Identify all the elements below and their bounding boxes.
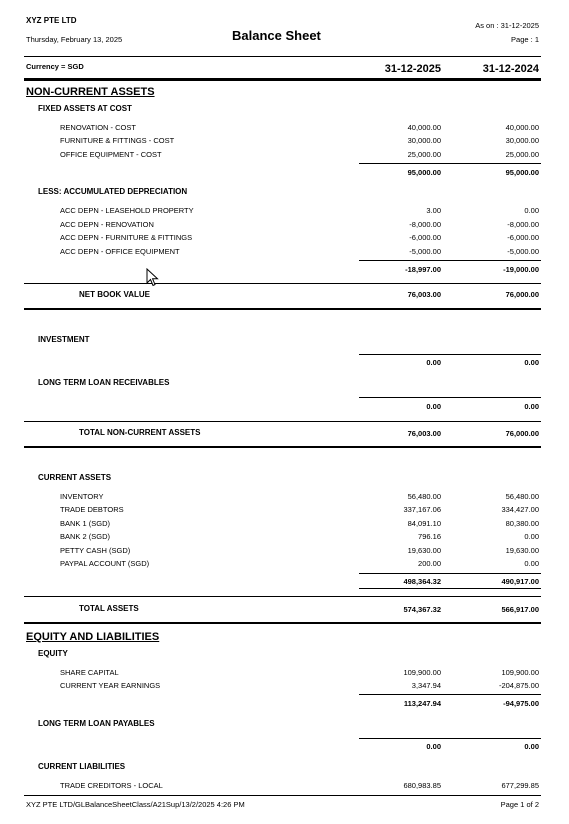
footer-page-count: Page 1 of 2	[500, 800, 539, 809]
header-divider	[24, 56, 541, 57]
subtotal-line	[359, 694, 541, 695]
footer-divider	[24, 795, 541, 796]
loan-receivables-2024: 0.00	[524, 402, 539, 411]
amount-2025: -6,000.00	[409, 233, 441, 242]
account-label: CURRENT YEAR EARNINGS	[60, 681, 161, 690]
amount-2025: 84,091.10	[407, 519, 441, 528]
amount-2024: 0.00	[524, 206, 539, 215]
amount-2024: 30,000.00	[505, 136, 539, 145]
depreciation-heading: LESS: ACCUMULATED DEPRECIATION	[38, 187, 188, 196]
amount-2024: 109,900.00	[501, 668, 539, 677]
account-label: OFFICE EQUIPMENT - COST	[60, 150, 162, 159]
account-label: RENOVATION - COST	[60, 123, 136, 132]
equity-total-2025: 113,247.94	[403, 699, 441, 708]
investment-label: INVESTMENT	[38, 335, 90, 344]
amount-2025: -5,000.00	[409, 247, 441, 256]
account-label: ACC DEPN - OFFICE EQUIPMENT	[60, 247, 180, 256]
subtotal-line	[359, 588, 541, 589]
equity-heading: EQUITY	[38, 649, 68, 658]
section-divider	[24, 622, 541, 624]
currency-label: Currency = SGD	[26, 62, 84, 71]
amount-2024: 0.00	[524, 532, 539, 541]
amount-2024: 0.00	[524, 559, 539, 568]
total-non-current-assets-label: TOTAL NON-CURRENT ASSETS	[79, 428, 201, 437]
section-divider	[24, 446, 541, 448]
report-date: Thursday, February 13, 2025	[26, 35, 123, 44]
footer-report-path: XYZ PTE LTD/GLBalanceSheetClass/A21Sup/13/2/2025 4:26 PM	[26, 800, 245, 809]
column-header-2024: 31-12-2024	[482, 63, 539, 75]
amount-2025: 200.00	[418, 559, 441, 568]
account-label: FURNITURE & FITTINGS - COST	[60, 136, 175, 145]
loan-payables-2024: 0.00	[524, 742, 539, 751]
section-divider	[24, 596, 541, 597]
total-assets-2025: 574,367.32	[403, 605, 441, 614]
total-non-current-assets-2024: 76,000.00	[505, 429, 539, 438]
amount-2025: 40,000.00	[407, 123, 441, 132]
amount-2024: 334,427.00	[501, 505, 539, 514]
amount-2025: 796.16	[418, 532, 441, 541]
amount-2024: 25,000.00	[505, 150, 539, 159]
subtotal-line	[359, 738, 541, 739]
amount-2025: 56,480.00	[407, 492, 441, 501]
account-label: ACC DEPN - RENOVATION	[60, 220, 154, 229]
account-label: PETTY CASH (SGD)	[60, 546, 131, 555]
account-label: ACC DEPN - FURNITURE & FITTINGS	[60, 233, 193, 242]
total-assets-label: TOTAL ASSETS	[79, 604, 139, 613]
page-title: Balance Sheet	[232, 28, 321, 43]
fixed-assets-total-2025: 95,000.00	[407, 168, 441, 177]
investment-2024: 0.00	[524, 358, 539, 367]
current-assets-total-2024: 490,917.00	[501, 577, 539, 586]
section-divider	[24, 421, 541, 422]
loan-payables-2025: 0.00	[426, 742, 441, 751]
account-label: TRADE CREDITORS - LOCAL	[60, 781, 163, 790]
non-current-assets-heading: NON-CURRENT ASSETS	[26, 86, 155, 98]
column-header-divider	[24, 78, 541, 81]
amount-2025: 109,900.00	[403, 668, 441, 677]
current-liabilities-heading: CURRENT LIABILITIES	[38, 762, 126, 771]
amount-2024: -8,000.00	[507, 220, 539, 229]
section-divider	[24, 283, 541, 284]
subtotal-line	[359, 163, 541, 164]
as-on-date: As on : 31-12-2025	[475, 21, 539, 30]
subtotal-line	[359, 260, 541, 261]
account-label: BANK 2 (SGD)	[60, 532, 111, 541]
equity-total-2024: -94,975.00	[503, 699, 539, 708]
amount-2025: -8,000.00	[409, 220, 441, 229]
fixed-assets-total-2024: 95,000.00	[505, 168, 539, 177]
total-assets-2024: 566,917.00	[501, 605, 539, 614]
amount-2024: 677,299.85	[501, 781, 539, 790]
amount-2024: -6,000.00	[507, 233, 539, 242]
amount-2025: 680,983.85	[403, 781, 441, 790]
amount-2025: 25,000.00	[407, 150, 441, 159]
subtotal-line	[359, 397, 541, 398]
account-label: SHARE CAPITAL	[60, 668, 119, 677]
depreciation-total-2025: -18,997.00	[405, 265, 441, 274]
column-header-2025: 31-12-2025	[384, 63, 441, 75]
equity-liabilities-heading: EQUITY AND LIABILITIES	[26, 631, 160, 643]
current-assets-heading: CURRENT ASSETS	[38, 473, 112, 482]
account-label: ACC DEPN - LEASEHOLD PROPERTY	[60, 206, 194, 215]
depreciation-total-2024: -19,000.00	[503, 265, 539, 274]
account-label: BANK 1 (SGD)	[60, 519, 111, 528]
account-label: PAYPAL ACCOUNT (SGD)	[60, 559, 150, 568]
loan-payables-label: LONG TERM LOAN PAYABLES	[38, 719, 155, 728]
fixed-assets-heading: FIXED ASSETS AT COST	[38, 104, 132, 113]
amount-2024: 56,480.00	[505, 492, 539, 501]
investment-2025: 0.00	[426, 358, 441, 367]
account-label: TRADE DEBTORS	[60, 505, 124, 514]
amount-2024: -5,000.00	[507, 247, 539, 256]
subtotal-line	[359, 573, 541, 574]
amount-2025: 337,167.06	[403, 505, 441, 514]
loan-receivables-label: LONG TERM LOAN RECEIVABLES	[38, 378, 170, 387]
net-book-value-2025: 76,003.00	[407, 290, 441, 299]
loan-receivables-2025: 0.00	[426, 402, 441, 411]
total-non-current-assets-2025: 76,003.00	[407, 429, 441, 438]
amount-2025: 3,347.94	[411, 681, 441, 690]
net-book-value-label: NET BOOK VALUE	[79, 290, 150, 299]
net-book-value-2024: 76,000.00	[505, 290, 539, 299]
current-assets-total-2025: 498,364.32	[403, 577, 441, 586]
section-divider	[24, 308, 541, 310]
amount-2024: 40,000.00	[505, 123, 539, 132]
account-label: INVENTORY	[60, 492, 104, 501]
mouse-cursor-icon	[146, 268, 160, 288]
amount-2025: 3.00	[426, 206, 441, 215]
amount-2024: 80,380.00	[505, 519, 539, 528]
amount-2024: -204,875.00	[498, 681, 539, 690]
company-name: XYZ PTE LTD	[26, 16, 77, 25]
amount-2024: 19,630.00	[505, 546, 539, 555]
subtotal-line	[359, 354, 541, 355]
amount-2025: 19,630.00	[407, 546, 441, 555]
amount-2025: 30,000.00	[407, 136, 441, 145]
page-number: Page : 1	[511, 35, 539, 44]
